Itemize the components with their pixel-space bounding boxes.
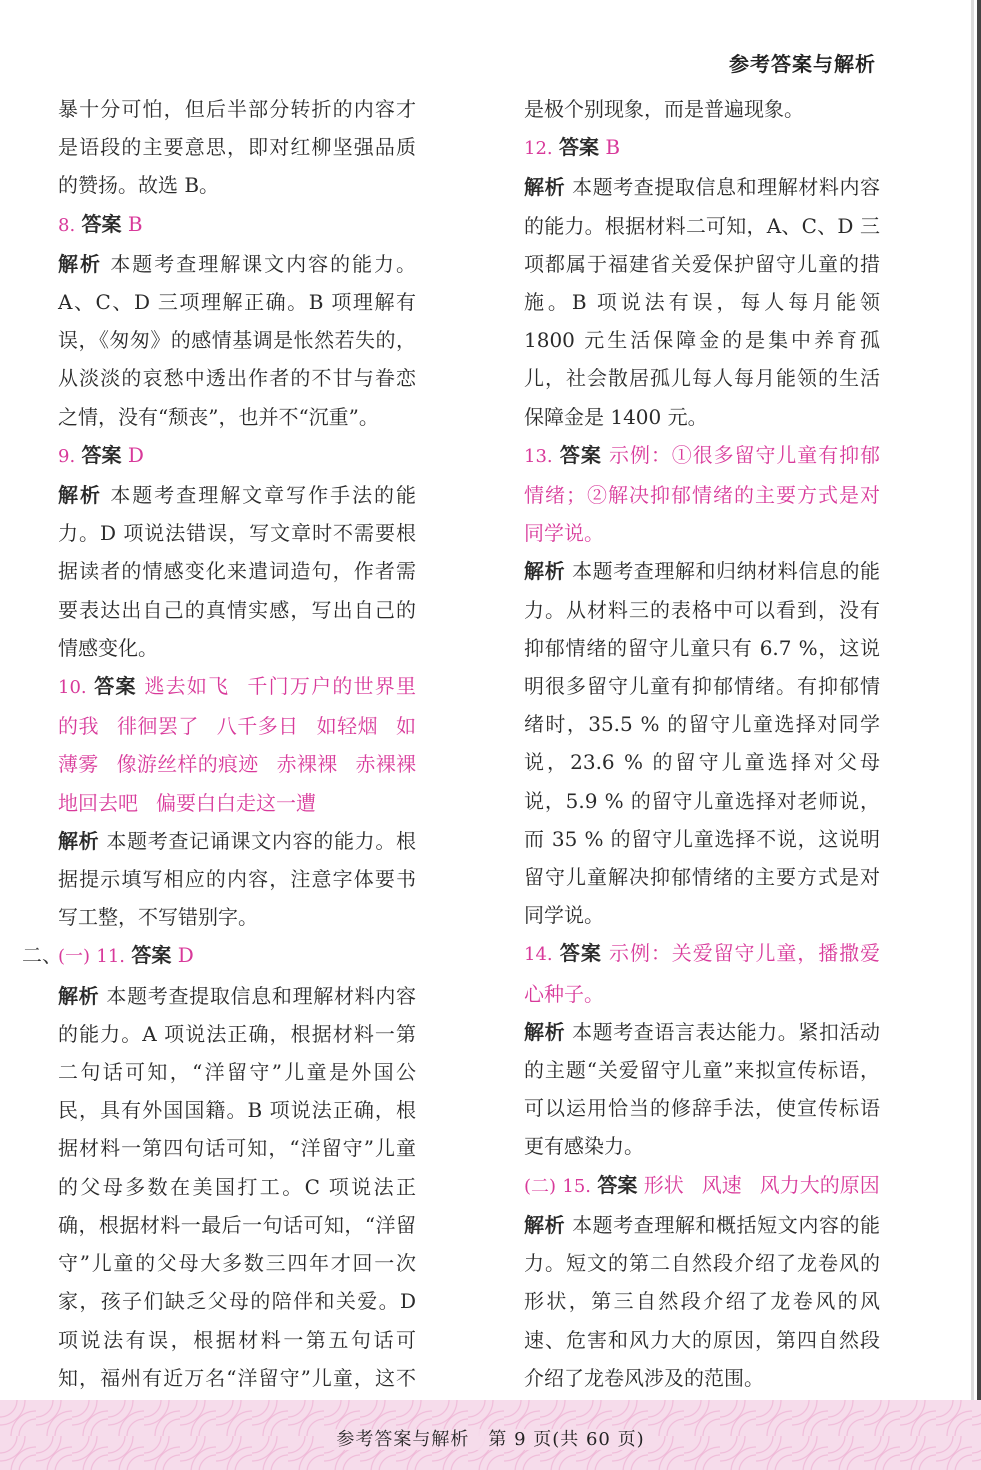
- question-number: 13.: [524, 445, 553, 467]
- answer-value: B: [605, 135, 621, 160]
- answer-value: 示例：①很多留守儿童有抑郁情绪；②解决抑郁情绪的主要方式是对同学说。: [524, 442, 881, 546]
- answer-label: 答案: [81, 442, 122, 467]
- answer-label: 答案: [131, 943, 172, 968]
- answer-value: 示例：关爱留守儿童，播撒爱心种子。: [524, 941, 881, 1006]
- question-number: 12.: [524, 138, 553, 160]
- analysis-15: [524, 1206, 880, 1397]
- answer-item: 如薄雾: [58, 714, 417, 777]
- answer-item: 偏要白白走这一遭: [156, 790, 316, 815]
- analysis-label: 解析: [58, 983, 100, 1008]
- analysis-text: 本题考查提取信息和理解材料内容的能力。A 项说法正确，根据材料一第二句话可知，“洋留守”儿童是外国公民，具有外国国籍。B 项说法正确，根据材料一第四句话可知，“洋留守”儿童的父母多数在美国打工。C 项说法正确，根据材料一最后一句话可知，“洋留守”儿童的父母大多数三四年才回一次家，孩子们缺乏父母的陪伴和关爱。D 项说法有误，根据材料一第五句话可知，福州有近万名“洋留守”儿童，这不: [58, 983, 417, 1390]
- analysis-text: 本题考查记诵课文内容的能力。根据提示填写相应的内容，注意字体要书写工整，不写错别字。: [58, 828, 417, 930]
- answer-10: [58, 667, 416, 822]
- analysis-12: [524, 168, 880, 435]
- paragraph-continuation: 是极个别现象，而是普遍现象。: [524, 97, 804, 121]
- answer-item: 赤裸裸地回去吧: [58, 752, 417, 815]
- answer-item: 像游丝样的痕迹: [116, 752, 259, 777]
- answer-14: [524, 934, 880, 1012]
- answer-15: [524, 1166, 880, 1206]
- analysis-10: [58, 822, 416, 937]
- answer-value: B: [127, 211, 143, 236]
- answer-item: 风速: [701, 1172, 742, 1197]
- answer-value: D: [127, 442, 144, 467]
- analysis-11: [58, 977, 416, 1435]
- section-number: 二、: [22, 943, 62, 968]
- analysis-text: 本题考查理解文章写作手法的能力。D 项说法错误，写文章时不需要根据读者的情感变化来遣词造句，作者需要表达出自己的真情实感，写出自己的情感变化。: [58, 483, 417, 660]
- question-number: 10.: [58, 677, 87, 699]
- answer-label: 答案: [559, 442, 602, 467]
- analysis-text: 本题考查理解和概括短文内容的能力。短文的第二自然段介绍了龙卷风的形状，第三自然段介绍了龙卷风的风速、危害和风力大的原因，第四自然段介绍了龙卷风涉及的范围。: [524, 1212, 881, 1390]
- answer-9: [58, 436, 416, 476]
- analysis-label: 解析: [524, 1019, 566, 1044]
- analysis-text: 本题考查提取信息和理解材料内容的能力。根据材料二可知，A、C、D 三项都属于福建省关爱保护留守儿童的措施。B 项说法有误，每人每月能领 1800 元生活保障金的是集中养育孤儿，社会散居孤儿每人每月能领的生活保障金是 1400 元。: [524, 175, 881, 429]
- analysis-label: 解析: [524, 175, 566, 200]
- analysis-label: 解析: [58, 483, 102, 508]
- analysis-text: 本题考查语言表达能力。紧扣活动的主题“关爱留守儿童”来拟宣传标语，可以运用恰当的修辞手法，使宣传标语更有感染力。: [524, 1019, 881, 1159]
- answer-label: 答案: [94, 674, 137, 699]
- analysis-13: [524, 552, 880, 934]
- footer-text: 参考答案与解析 第 9 页(共 60 页): [328, 1429, 652, 1450]
- question-number: 15.: [562, 1175, 592, 1197]
- answer-8: [58, 205, 416, 245]
- question-number: 8.: [58, 214, 76, 236]
- answer-label: 答案: [559, 135, 599, 160]
- left-column: [22, 90, 417, 1435]
- right-column: [524, 90, 880, 1397]
- answer-13: [524, 436, 880, 553]
- answer-item: 千门万户的世界里的我: [58, 674, 417, 739]
- answer-label: 答案: [81, 211, 122, 236]
- answer-item: 逃去如飞: [144, 674, 230, 699]
- analysis-label: 解析: [58, 828, 100, 853]
- analysis-text: 本题考查理解和归纳材料信息的能力。从材料三的表格中可以看到，没有抑郁情绪的留守儿童只有 6.7 %，这说明很多留守儿童有抑郁情绪。有抑郁情绪时，35.5 % 的留守儿童选择对同学说，23.6 % 的留守儿童选择对父母说，5.9 % 的留守儿童选择对老师说，而 35 % 的留守儿童选择不说，这说明留守儿童解决抑郁情绪的主要方式是对同学说。: [524, 559, 881, 928]
- analysis-label: 解析: [524, 559, 566, 584]
- answer-item: 风力大的原因: [759, 1172, 880, 1197]
- analysis-label: 解析: [58, 251, 102, 276]
- analysis-8: [58, 245, 416, 436]
- answer-label: 答案: [559, 941, 602, 966]
- analysis-text: 本题考查理解课文内容的能力。A、C、D 三项理解正确。B 项理解有误，《匆匆》的感情基调是怅然若失的，从淡淡的哀愁中透出作者的不甘与眷恋之情，没有“颓丧”，也并不“沉重”。: [58, 251, 417, 429]
- answer-item: 形状: [643, 1172, 684, 1197]
- analysis-label: 解析: [524, 1212, 566, 1237]
- running-header: 参考答案与解析: [729, 52, 876, 76]
- paragraph-continuation: 暴十分可怕，但后半部分转折的内容才是语段的主要意思，即对红柳坚强品质的赞扬。故选 B。: [58, 97, 416, 198]
- analysis-9: [58, 476, 416, 667]
- answer-item: 徘徊罢了: [116, 714, 199, 739]
- question-number: 11.: [96, 946, 126, 968]
- answer-label: 答案: [597, 1172, 638, 1197]
- subsection-number: (二): [524, 1175, 557, 1197]
- answer-12: [524, 128, 880, 168]
- answer-11: [22, 936, 416, 976]
- page-edge-binding: [971, 0, 981, 1400]
- answer-item: 如轻烟: [316, 714, 379, 739]
- subsection-number: (一): [58, 946, 91, 968]
- answer-item: 赤裸裸: [276, 752, 338, 777]
- answer-value: D: [177, 943, 194, 968]
- question-number: 14.: [524, 944, 553, 966]
- question-number: 9.: [58, 445, 76, 467]
- analysis-14: [524, 1013, 880, 1166]
- answer-item: 八千多日: [216, 714, 299, 739]
- page-footer: [0, 1425, 981, 1451]
